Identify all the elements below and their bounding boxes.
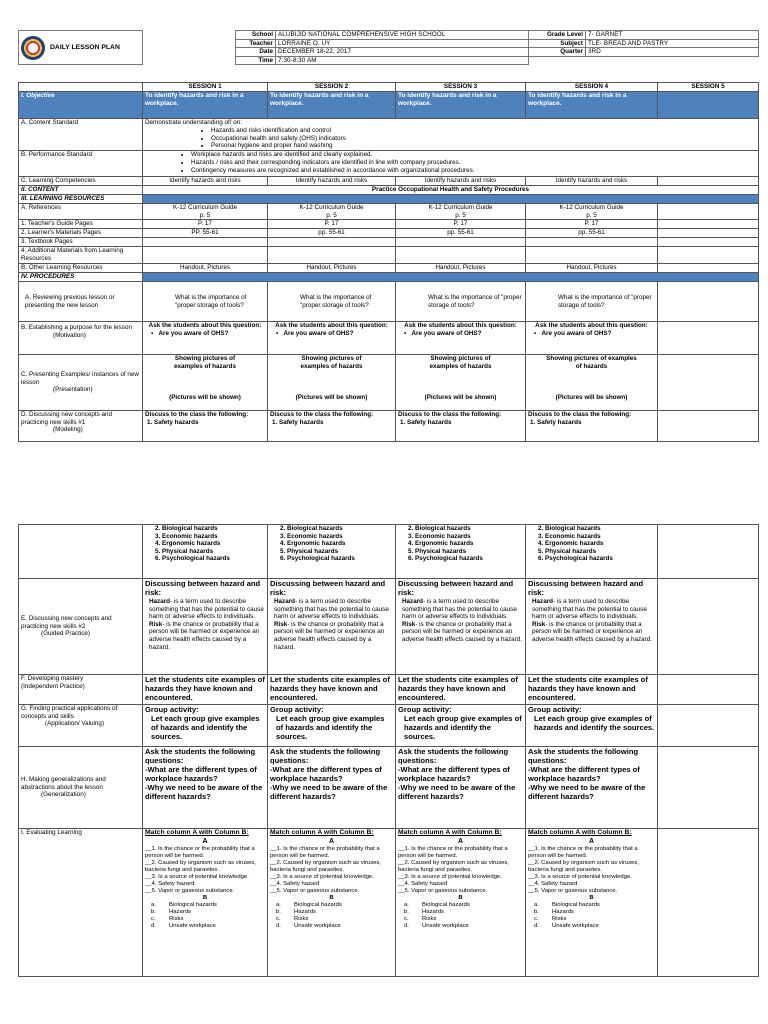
content-row: II. CONTENT Practice Occupational Health and Safety Procedures xyxy=(19,185,759,194)
lesson-plan-table-continued xyxy=(18,524,759,977)
additional-materials-row: 4. Additional Materials from Learning Resources xyxy=(19,247,759,264)
logo-cell xyxy=(19,31,143,65)
lesson-plan-table xyxy=(18,82,759,442)
teacher-value: LORRAINE O. UY xyxy=(276,39,529,48)
session-5-header: SESSION 5 xyxy=(658,83,759,92)
page-1 xyxy=(18,30,758,442)
teacher-guide-row: 1. Teacher's Guide Pages P. 17 P. 17 P. 17 P. 17 xyxy=(19,220,759,229)
matching-test-4: Match column A with Column B: A __1. Is the chance or the probability that a person will be harmed. __2. Caused by organism such as viruses, bacteria fungi and parasites. __3. Is a source of potential knowledge. __4. Safety hazard __5. Vapor or gaseous substance. B a. Biological hazards b. Hazards c. Risks d. Unsafe workplace xyxy=(526,829,658,977)
session-3-header: SESSION 3 xyxy=(396,83,526,92)
session-1-header: SESSION 1 xyxy=(143,83,268,92)
header-table: DAILY LESSON PLAN School ALUBIJID NATIONAL COMPREHENSIVE HIGH SCHOOL Grade Level 7- GARNET Teacher LORRAINE O. UY Subject TLE- BREAD AND PASTRY Date DECEMBER 18-22, 2017 Quarter 3RD Time 7:30-8:30 AM xyxy=(18,30,759,65)
content-standard-row: A. Content Standard Demonstrate understanding of/ on: • Hazards and risks identification and control • Occupational health and safety (OHS) indicators • Personal hygiene and proper hand washing xyxy=(19,119,759,151)
grade-value: 7- GARNET xyxy=(586,31,759,40)
matching-test-1: Match column A with Column B: A __1. Is the chance or the probability that a person will be harmed. __2. Caused by organism such as viruses, bacteria fungi and parasites. __3. Is a source of potential knowledge. __4. Safety hazard __5. Vapor or gaseous substance. B a. Biological hazards b. Hazards c. Risks d. Unsafe workplace xyxy=(143,829,268,977)
proc-d-row: D. Discussing new concepts and practicing new skills #1 (Modeling) Discuss to the class the following: 1. Safety hazards Discuss to the class the following: 1. Safety hazards Discuss to the class the following: 1. Safety hazards Discuss to the class the following: 1. Safety hazards xyxy=(19,411,759,442)
proc-h-row: H. Making generalizations and abstractions about the lesson (Generalization) Ask the students the following questions: -What are the different types of workplace hazards? -Why we need to be aware of the different hazards? Ask the students the following questions: -What are the different types of workplace hazards? -Why we need to be aware of the different hazards? Ask the students the following questions: -What are the different types of workplace hazards? -Why we need to be aware of the different hazards? Ask the students the following questions: -What are the different types of workplace hazards? -Why we need to be aware of the different hazards? xyxy=(19,747,759,829)
matching-test-3: Match column A with Column B: A __1. Is the chance or the probability that a person will be harmed. __2. Caused by organism such as viruses, bacteria fungi and parasites. __3. Is a source of potential knowledge. __4. Safety hazard __5. Vapor or gaseous substance. B a. Biological hazards b. Hazards c. Risks d. Unsafe workplace xyxy=(396,829,526,977)
proc-a-row: A. Reviewing previous lesson or presenting the new lesson What is the importance of "proper storage of tools? What is the importance of "proper storage of tools? What is the importance of "proper storage of tools? What is the importance of "proper storage of tools? xyxy=(19,282,759,322)
proc-i-row: I. Evaluating Learning Match column A with Column B: A __1. Is the chance or the probability that a person will be harmed. __2. Caused by organism such as viruses, bacteria fungi and parasites. __3. Is a source of potential knowledge. __4. Safety hazard __5. Vapor or gaseous substance. B a. Biological hazards b. Hazards c. Risks d. Unsafe workplace Match column A with Column B: A __1. Is the chance or the probability that a person will be harmed. __2. Caused by organism such as viruses, bacteria fungi and parasites. __3. Is a source of potential knowledge. __4. Safety hazard __5. Vapor or gaseous substance. B a. Biological hazards b. Hazards c. Risks d. Unsafe workplace Match column A with Column B: A __1. Is the chance or the probability that a person will be harmed. __2. Caused by organism such as viruses, bacteria fungi and parasites. __3. Is a source of potential knowledge. __4. Safety hazard __5. Vapor or gaseous substance. B a. Biological hazards b. Hazards c. Risks d. Unsafe workplace Match column A with Column B: A __1. Is the chance or the probability that a person will be harmed. __2. Caused by organism such as viruses, bacteria fungi and parasites. __3. Is a source of potential knowledge. __4. Safety hazard __5. Vapor or gaseous substance. B a. Biological hazards b. Hazards c. Risks d. Unsafe workplace xyxy=(19,829,759,977)
proc-g-row: G. Finding practical applications of concepts and skills (Application/ Valuing) Group activity: Let each group give examples of hazards and identify the sources. Group activity: Let each group give examples of hazards and identify the sources. Group activity: Let each group give examples of hazards and identify the sources. Group activity: Let each group give examples of hazards and identify the sources. xyxy=(19,705,759,747)
performance-standard-row: B. Performance Standard • Workplace hazards and risks are identified and clearly explained. • Hazards / risks and their corresponding indicators are identified in line with company procedures. • Contingency measures are recognized and established in accordance with organizational procedures. xyxy=(19,151,759,177)
time-value: 7:30-8:30 AM xyxy=(276,56,529,65)
school-value: ALUBIJID NATIONAL COMPREHENSIVE HIGH SCHOOL xyxy=(276,31,529,40)
date-value: DECEMBER 18-22, 2017 xyxy=(276,48,529,57)
plan-title: DAILY LESSON PLAN xyxy=(50,43,120,51)
proc-e-row: E. Discussing new concepts and practicing new skills #2 (Guided Practice) Discussing between hazard and risk: Hazard- is a term used to describe something that has the potential to cause harm or adverse effects to individuals. Risk- is the chance or probability that a person will be harmed or experience an adverse health effects caused by a hazard. Discussing between hazard and risk: Hazard- is a term used to describe something that has the potential to cause harm or adverse effects to individuals. Risk- is the chance or probability that a person will be harmed or experience an adverse health effects caused by a hazard. Discussing between hazard and risk: Hazard- is a term used to describe something that has the potential to cause harm or adverse effects to individuals. Risk- is the chance or probability that a person will be harmed or experience an adverse health effects caused by a hazard. Discussing between hazard and risk: Hazard- is a term used to describe something that has the potential to cause harm or adverse effects to individuals. Risk- is the chance or probability that a person will be harmed or experience an adverse health effects caused by a hazard. xyxy=(19,579,759,675)
procedures-row: IV. PROCEDURES xyxy=(19,273,759,282)
references-row: A. References K-12 Curriculum Guide p. 5 K-12 Curriculum Guide p. 5 K-12 Curriculum Guide p. 5 K-12 Curriculum Guide p. 5 xyxy=(19,203,759,219)
proc-c-row: C. Presenting Examples/ instances of new lesson (Presentation) Showing pictures of examples of hazards (Pictures will be shown) Showing pictures of examples of hazards (Pictures will be shown) Showing pictures of examples of hazards (Pictures will be shown) Showing pictures of examples of hazards (Pictures will be shown) xyxy=(19,355,759,411)
deped-seal-logo xyxy=(21,36,45,60)
matching-test-2: Match column A with Column B: A __1. Is the chance or the probability that a person will be harmed. __2. Caused by organism such as viruses, bacteria fungi and parasites. __3. Is a source of potential knowledge. __4. Safety hazard __5. Vapor or gaseous substance. B a. Biological hazards b. Hazards c. Risks d. Unsafe workplace xyxy=(268,829,396,977)
proc-b-row: B. Establishing a purpose for the lesson (Motivation) Ask the students about this question: ▪ Are you aware of OHS? Ask the students about this question: ▪ Are you aware of OHS? Ask the students about this question: ▪ Are you aware of OHS? Ask the students about this question: ▪ Are you aware of OHS? xyxy=(19,322,759,355)
learner-materials-row: 2. Learner's Materials Pages PP. 55-61 pp. 55-61 pp. 55-61 pp. 55-61 xyxy=(19,229,759,238)
resources-row: III. LEARNING RESOURCES xyxy=(19,194,759,203)
other-resources-row: B. Other Learning Resources Handout, Pictures Handout, Pictures Handout, Pictures Handout, Pictures xyxy=(19,264,759,273)
competencies-row: C. Learning Competencies Identify hazards and risks Identify hazards and risks Identify hazards and risks Identify hazards and risks xyxy=(19,177,759,186)
session-header-row xyxy=(19,83,759,92)
objective-row: I. Objective To identify hazards and risk in a workplace. To identify hazards and risk in a workplace. To identify hazards and risk in a workplace. To identify hazards and risk in a workplace. xyxy=(19,92,759,119)
session-4-header: SESSION 4 xyxy=(526,83,658,92)
page-2 xyxy=(18,524,758,977)
proc-d-continued-row: 2. Biological hazards 3. Economic hazards 4. Ergonomic hazards 5. Physical hazards 6. Psychological hazards 2. Biological hazards 3. Economic hazards 4. Ergonomic hazards 5. Physical hazards 6. Psychological hazards 2. Biological hazards 3. Economic hazards 4. Ergonomic hazards 5. Physical hazards 6. Psychological hazards 2. Biological hazards 3. Economic hazards 4. Ergonomic hazards 5. Physical hazards 6. Psychological hazards xyxy=(19,525,759,579)
proc-f-row: F. Developing mastery (Independent Practice) Let the students cite examples of hazards they have known and encountered. Let the students cite examples of hazards they have known and encountered. Let the students cite examples of hazards they have known and encountered. Let the students cite examples of hazards they have known and encountered. xyxy=(19,675,759,705)
session-2-header: SESSION 2 xyxy=(268,83,396,92)
quarter-value: 3RD xyxy=(586,48,759,57)
subject-value: TLE- BREAD AND PASTRY xyxy=(586,39,759,48)
textbook-row: 3. Textbook Pages xyxy=(19,238,759,247)
